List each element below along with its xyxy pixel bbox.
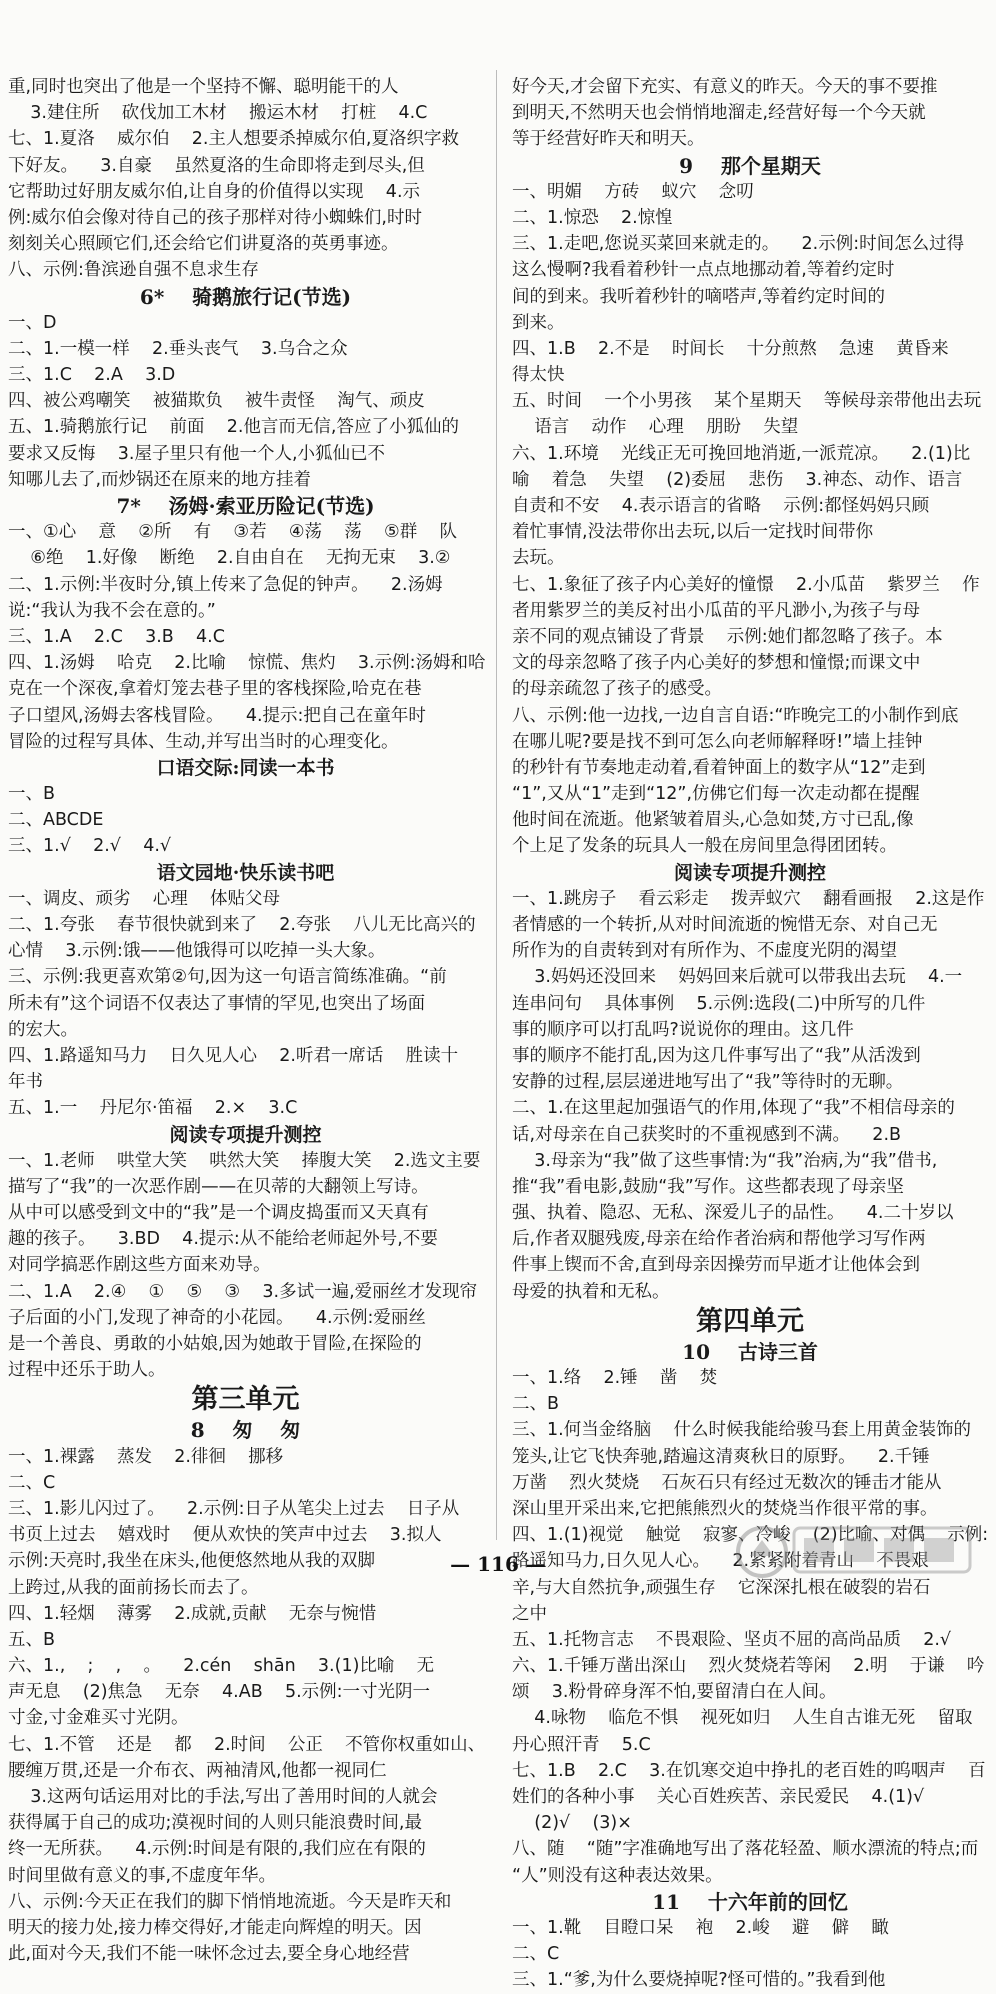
answer-line: 五、1.骑鹅旅行记 前面 2.他言而无信,答应了小狐仙的 — [8, 417, 459, 438]
answer-line: 颂 3.粉骨碎身浑不怕,要留清白在人间。 — [512, 1682, 837, 1703]
answer-line: 五、B — [8, 1629, 56, 1650]
lesson-heading: 11 十六年前的回忆 — [652, 1889, 848, 1914]
answer-line: 三、1.√ 2.√ 4.√ — [8, 836, 172, 857]
watermark-logo — [732, 1516, 982, 1592]
answer-line: 八、示例:他一边找,一边自言自语:“昨晚完工的小制作到底 — [512, 705, 959, 726]
answer-line: 七、1.夏洛 威尔伯 2.主人想要杀掉威尔伯,夏洛织字救 — [8, 129, 459, 150]
answer-line: 对同学搞恶作剧这些方面来劝导。 — [8, 1255, 271, 1276]
answer-line: 四、1.路遥知马力 日久见人心 2.听君一席话 胜读十 — [8, 1045, 459, 1066]
answer-line: 重,同时也突出了他是一个坚持不懈、聪明能干的人 — [8, 77, 399, 97]
answer-line: 间的到来。我听着秒针的嘀嗒声,等着约定时间的 — [512, 286, 886, 307]
answer-line: 获得属于自己的成功;漠视时间的人则只能浪费时间,最 — [8, 1813, 422, 1834]
answer-line: 4.咏物 临危不惧 视死如归 人生自古谁无死 留取 — [512, 1708, 973, 1729]
answer-line: 路遥知马力,日久见人心。 2.紧紧附着青山 不畏艰 — [512, 1551, 929, 1572]
answer-line: 个上足了发条的玩具人一般在房间里急得团团转。 — [512, 836, 897, 857]
answer-line: 安静的过程,层层递进地写出了“我”等待时的无聊。 — [512, 1072, 904, 1093]
answer-line: 从中可以感受到文中的“我”是一个调皮捣蛋而又天真有 — [8, 1203, 429, 1224]
answer-line: 一、D — [8, 312, 57, 333]
answer-line: 所未有”这个词语不仅表达了事情的罕见,也突出了场面 — [8, 993, 426, 1014]
lesson-heading: 7* 汤姆·索亚历险记(节选) — [116, 494, 375, 518]
answer-line: 一、1.靴 目瞪口呆 袍 2.峻 避 僻 瞰 — [512, 1917, 889, 1938]
answer-line: 二、1.惊恐 2.惊惶 — [512, 207, 673, 228]
answer-line: 等于经营好昨天和明天。 — [512, 129, 705, 150]
answer-line: 去玩。 — [512, 548, 565, 569]
answer-line: 腰缠万贯,还是一介布衣、两袖清风,他都一视同仁 — [8, 1760, 387, 1781]
answer-line: 到明天,不然明天也会悄悄地溜走,经营好每一个今天就 — [512, 103, 926, 124]
answer-line: 五、1.一 丹尼尔·笛福 2.× 3.C — [8, 1098, 298, 1119]
answer-line: 此,面对今天,我们不能一味怀念过去,要全身心地经营 — [8, 1944, 410, 1965]
answer-line: 四、1.轻烟 薄雾 2.成就,贡献 无奈与惋惜 — [8, 1603, 377, 1624]
answer-line: 好今天,才会留下充实、有意义的昨天。今天的事不要推 — [512, 77, 938, 97]
answer-line: 连串问句 具体事例 5.示例:选段(二)中所写的几件 — [512, 993, 926, 1014]
answer-line: 声无息 (2)焦急 无奈 4.AB 5.示例:一寸光阴一 — [8, 1682, 431, 1703]
answer-line: 万凿 烈火焚烧 石灰石只有经过无数次的锤击才能从 — [512, 1472, 942, 1493]
answer-line: 一、1.裸露 蒸发 2.徘徊 挪移 — [8, 1446, 284, 1467]
answer-line: 三、1.影儿闪过了。 2.示例:日子从笔尖上过去 日子从 — [8, 1498, 460, 1519]
answer-line: 三、1.C 2.A 3.D — [8, 365, 176, 386]
answer-line: 五、1.托物言志 不畏艰险、坚贞不屈的高尚品质 2.√ — [512, 1629, 952, 1650]
answer-line: 八、随 “随”字准确地写出了落花轻盈、顺水漂流的特点;而 — [512, 1839, 979, 1860]
answer-line: 文的母亲忽略了孩子内心美好的梦想和憧憬;而课文中 — [512, 653, 921, 674]
answer-line: 克在一个深夜,拿着灯笼去巷子里的客栈探险,哈克在巷 — [8, 679, 422, 700]
answer-line: 六、1.千锤万凿出深山 烈火焚烧若等闲 2.明 于谦 吟 — [512, 1656, 985, 1677]
answer-line: 寸金,寸金难买寸光阴。 — [8, 1708, 189, 1729]
answer-line: 八、示例:今天正在我们的脚下悄悄地流逝。今天是昨天和 — [8, 1891, 452, 1912]
answer-line: 事的顺序可以打乱吗?说说你的理由。这几件 — [512, 1019, 854, 1040]
answer-line: 强、执着、隐忍、无私、深爱儿子的品性。 4.二十岁以 — [512, 1203, 954, 1224]
answer-line: 语言 动作 心理 朋盼 失望 — [512, 417, 799, 438]
answer-line: 辛,与大自然抗争,顽强生存 它深深扎根在破裂的岩石 — [512, 1577, 931, 1598]
answer-line: 七、1.象征了孩子内心美好的憧憬 2.小瓜苗 紫罗兰 作 — [512, 574, 980, 595]
unit-heading: 第三单元 — [191, 1384, 300, 1416]
answer-line: 例:威尔伯会像对待自己的孩子那样对待小蜘蛛们,时时 — [8, 207, 422, 228]
answer-line: 四、被公鸡嘲笑 被猫欺负 被牛责怪 淘气、顽皮 — [8, 391, 425, 412]
answer-line: 二、1.A 2.④ ① ⑤ ③ 3.多试一遍,爱丽丝才发现帘 — [8, 1281, 478, 1302]
answer-line: 要求又反悔 3.屋子里只有他一个人,小狐仙已不 — [8, 443, 386, 464]
answer-line: 3.母亲为“我”做了这些事情:为“我”治病,为“我”借书, — [512, 1150, 938, 1171]
answer-line: 3.妈妈还没回来 妈妈回来后就可以带我出去玩 4.一 — [512, 967, 963, 988]
answer-line: 是一个善良、勇敢的小姑娘,因为她敢于冒险,在探险的 — [8, 1334, 422, 1354]
answer-line: “人”则没有这种表达效果。 — [512, 1865, 723, 1886]
answer-line: 八、示例:鲁滨逊自强不息求生存 — [8, 260, 259, 281]
answer-line: 之中 — [512, 1603, 547, 1624]
answer-line: 后,作者双腿残废,母亲在给作者治病和帮他学习写作两 — [512, 1229, 926, 1250]
right-column — [512, 74, 988, 1994]
answer-line: 得太快 — [512, 365, 565, 386]
answer-line: 示例:天亮时,我坐在床头,他便悠然地从我的双脚 — [8, 1551, 376, 1572]
answer-line: 冒险的过程写具体、生动,并写出当时的心理变化。 — [8, 731, 399, 752]
answer-line: 所作为的自责转到对有所作为、不虚度光阴的渴望 — [512, 941, 897, 962]
section-heading: 阅读专项提升测控 — [673, 861, 826, 884]
answer-line: 一、调皮、顽劣 心理 体贴父母 — [8, 888, 281, 909]
answer-line: 件事上锲而不舍,直到母亲因操劳而早逝才让他体会到 — [512, 1255, 921, 1276]
answer-line: 一、1.跳房子 看云彩走 拨弄蚁穴 翻看画报 2.这是作 — [512, 888, 985, 909]
answer-line: 一、明媚 方砖 蚁穴 念叨 — [512, 181, 754, 202]
unit-heading: 第四单元 — [696, 1305, 804, 1337]
answer-line: 喻 着急 失望 (2)委屈 悲伤 3.神态、动作、语言 — [512, 469, 963, 490]
left-column — [8, 74, 486, 1967]
answer-line: 书页上过去 嬉戏时 便从欢快的笑声中过去 3.拟人 — [8, 1525, 442, 1546]
section-heading: 语文园地·快乐读书吧 — [156, 861, 335, 884]
page-number: — 116 — — [450, 1552, 546, 1576]
answer-line: 二、C — [8, 1472, 56, 1493]
answer-line: 四、1.(1)视觉 触觉 寂寥、冷峻 (2)比喻、对偶 示例: — [512, 1525, 989, 1546]
answer-line: 二、1.夸张 春节很快就到来了 2.夸张 八儿无比高兴的 — [8, 915, 476, 935]
answer-line: 七、1.不管 还是 都 2.时间 公正 不管你权重如山、 — [8, 1734, 486, 1755]
section-heading: 阅读专项提升测控 — [169, 1123, 322, 1146]
answer-line: 一、1.老师 哄堂大笑 哄然大笑 捧腹大笑 2.选文主要 — [8, 1150, 481, 1171]
answer-line: 二、1.示例:半夜时分,镇上传来了急促的钟声。 2.汤姆 — [8, 574, 443, 595]
answer-line: 五、时间 一个小男孩 某个星期天 等候母亲带他出去玩 — [512, 391, 982, 412]
answer-line: 他时间在流逝。他紧皱着眉头,心急如焚,方寸已乱,像 — [512, 810, 914, 831]
answer-line: 这么慢啊?我看着秒针一点点地挪动着,等着约定时 — [512, 260, 895, 281]
answer-line: 知哪儿去了,而炒锅还在原来的地方挂着 — [8, 469, 312, 490]
section-heading: 口语交际:同读一本书 — [156, 756, 335, 779]
column-divider — [496, 70, 497, 1540]
answer-line: 到来。 — [512, 312, 565, 333]
answer-line: 推“我”看电影,鼓励“我”写作。这些都表现了母亲坚 — [512, 1176, 904, 1197]
answer-line: 年书 — [8, 1072, 43, 1093]
answer-line: 时间里做有意义的事,不虚度年华。 — [8, 1865, 277, 1886]
answer-line: 七、1.B 2.C 3.在饥寒交迫中挣扎的老百姓的呜咽声 百 — [512, 1760, 986, 1781]
answer-line: 3.这两句话运用对比的手法,写出了善用时间的人就会 — [8, 1787, 438, 1807]
answer-line: 四、1.汤姆 哈克 2.比喻 惊慌、焦灼 3.示例:汤姆和哈 — [8, 653, 486, 674]
answer-line: 丹心照汗青 5.C — [512, 1734, 651, 1755]
answer-line: 二、B — [512, 1394, 560, 1415]
answer-line: 亲不同的观点铺设了背景 示例:她们都忽略了孩子。本 — [512, 626, 943, 647]
answer-line: 三、1.走吧,您说买菜回来就走的。 2.示例:时间怎么过得 — [512, 234, 965, 255]
answer-line: 二、ABCDE — [8, 810, 104, 831]
answer-line: 者情感的一个转折,从对时间流逝的惋惜无奈、对自己无 — [512, 915, 938, 935]
answer-line: 二、1.在这里起加强语气的作用,体现了“我”不相信母亲的 — [512, 1098, 955, 1119]
answer-line: 它帮助过好朋友威尔伯,让自身的价值得以实现 4.示 — [8, 181, 421, 202]
answer-line: 六、1., ; , 。 2.cén shān 3.(1)比喻 无 — [8, 1656, 435, 1677]
answer-line: 话,对母亲在自己获奖时的不重视感到不满。 2.B — [512, 1124, 902, 1145]
answer-line: 者用紫罗兰的美反衬出小瓜苗的平凡渺小,为孩子与母 — [512, 600, 921, 621]
answer-line: 终一无所获。 4.示例:时间是有限的,我们应在有限的 — [8, 1839, 426, 1860]
answer-line: 刻刻关心照顾它们,还会给它们讲夏洛的英勇事迹。 — [8, 234, 399, 255]
answer-line: 二、C — [512, 1944, 560, 1965]
answer-line: 描写了“我”的一次恶作剧——在贝蒂的大翻领上写诗。 — [8, 1176, 429, 1197]
answer-line: 的宏大。 — [8, 1019, 78, 1040]
answer-line: 着忙事情,没法带你出去玩,以后一定找时间带你 — [512, 522, 874, 543]
answer-line: 一、B — [8, 784, 56, 805]
lesson-heading: 8 匆 匆 — [190, 1418, 301, 1443]
answer-line: 一、①心 意 ②所 有 ③若 ④荡 荡 ⑤群 队 — [8, 522, 457, 543]
answer-line: 子口望风,汤姆去客栈冒险。 4.提示:把自己在童年时 — [8, 705, 426, 726]
answer-line: 深山里开采出来,它把熊熊烈火的焚烧当作很平常的事。 — [512, 1498, 938, 1519]
answer-line: 三、1.“爹,为什么要烧掉呢?怪可惜的。”我看到他 — [512, 1970, 886, 1991]
answer-line: 过程中还乐于助人。 — [8, 1360, 166, 1381]
answer-line: 明天的接力处,接力棒交得好,才能走向辉煌的明天。因 — [8, 1917, 422, 1938]
answer-line: 自责和不安 4.表示语言的省略 示例:都怪妈妈只顾 — [512, 496, 930, 516]
answer-line: 一、1.络 2.锤 凿 焚 — [512, 1368, 718, 1388]
answer-line: (2)√ (3)× — [512, 1813, 632, 1834]
lesson-heading: 9 那个星期天 — [679, 153, 821, 178]
answer-line: 3.建住所 砍伐加工木材 搬运木材 打桩 4.C — [8, 103, 428, 124]
answer-line: 说:“我认为我不会在意的。” — [8, 600, 216, 621]
answer-line: 心情 3.示例:饿——他饿得可以吃掉一头大象。 — [8, 941, 386, 962]
lesson-heading: 6* 骑鹅旅行记(节选) — [139, 284, 352, 309]
answer-line: 的母亲疏忽了孩子的感受。 — [512, 679, 722, 700]
answer-line: 在哪儿呢?要是找不到可怎么向老师解释呀!”墙上挂钟 — [512, 731, 923, 752]
answer-line: 二、1.一模一样 2.垂头丧气 3.乌合之众 — [8, 338, 348, 359]
answer-line: 姓们的各种小事 关心百姓疾苦、亲民爱民 4.(1)√ — [512, 1787, 925, 1807]
answer-line: “1”,又从“1”走到“12”,仿佛它们每一次走动都在提醒 — [512, 784, 920, 805]
answer-line: 母爱的执着和无私。 — [512, 1281, 670, 1302]
answer-line: 三、1.A 2.C 3.B 4.C — [8, 626, 225, 647]
answer-line: 下好友。 3.自豪 虽然夏洛的生命即将走到尽头,但 — [8, 155, 425, 176]
answer-line: 三、示例:我更喜欢第②句,因为这一句语言简练准确。“前 — [8, 967, 447, 988]
answer-line: 三、1.何当金络脑 什么时候我能给骏马套上用黄金装饰的 — [512, 1420, 971, 1441]
lesson-heading: 10 古诗三首 — [682, 1339, 818, 1364]
answer-line: 四、1.B 2.不是 时间长 十分煎熬 急速 黄昏来 — [512, 338, 949, 359]
answer-line: 子后面的小门,发现了神奇的小花园。 4.示例:爱丽丝 — [8, 1307, 426, 1328]
answer-line: 的秒针有节奏地走动着,看着钟面上的数字从“12”走到 — [512, 757, 926, 778]
answer-line: 六、1.环境 光线正无可挽回地消逝,一派荒凉。 2.(1)比 — [512, 443, 971, 464]
answer-line: 上跨过,从我的面前扬长而去了。 — [8, 1577, 259, 1598]
answer-line: 事的顺序不能打乱,因为这几件事写出了“我”从活泼到 — [512, 1045, 921, 1066]
answer-line: ⑥绝 1.好像 断绝 2.自由自在 无拘无束 3.② — [8, 548, 451, 569]
answer-line: 趣的孩子。 3.BD 4.提示:从不能给老师起外号,不要 — [8, 1229, 438, 1250]
answer-line: 笼头,让它飞快奔驰,踏遍这清爽秋日的原野。 2.千锤 — [512, 1446, 930, 1467]
